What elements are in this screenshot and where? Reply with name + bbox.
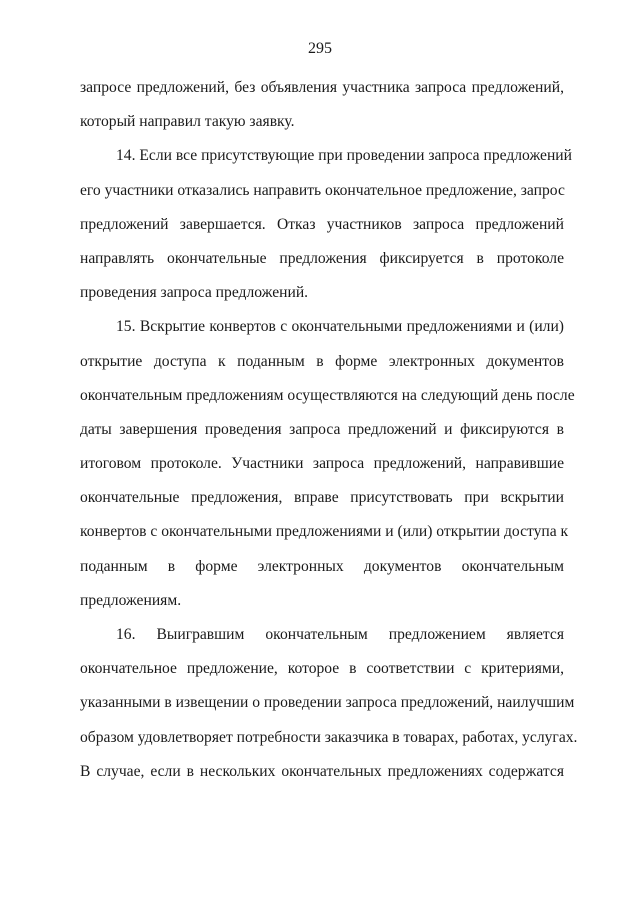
text-line: 15. Вскрытие конвертов с окончательными предложениями и (или) — [116, 318, 564, 336]
page-number: 295 — [308, 40, 332, 57]
text-line: который направил такую заявку. — [80, 113, 295, 131]
text-line: окончательное предложение, которое в соответствии с критериями, — [80, 660, 564, 678]
text-line: открытие доступа к поданным в форме электронных документов — [80, 352, 564, 370]
text-line: предложений завершается. Отказ участников запроса предложений — [80, 215, 564, 233]
text-line: 14. Если все присутствующие при проведении запроса предложений — [116, 147, 572, 165]
text-line: предложениям. — [80, 591, 182, 609]
text-line: направлять окончательные предложения фиксируется в протоколе — [80, 249, 564, 267]
text-line: окончательным предложениям осуществляются на следующий день после — [80, 386, 575, 404]
text-line: окончательные предложения, вправе присутствовать при вскрытии — [80, 489, 564, 507]
text-line: запросе предложений, без объявления участника запроса предложений, — [80, 79, 564, 96]
document-body — [80, 73, 578, 791]
text-line: конвертов с окончательными предложениями и (или) открытии доступа к — [80, 523, 569, 541]
text-line: указанными в извещении о проведении запроса предложений, наилучшим — [80, 694, 575, 712]
text-line: поданным в форме электронных документов окончательным — [80, 557, 564, 575]
text-line: 16. Выигравшим окончательным предложением является — [116, 626, 564, 643]
text-line: образом удовлетворяет потребности заказчика в товарах, работах, услугах. — [80, 728, 578, 746]
text-line: его участники отказались направить окончательное предложение, запрос — [80, 181, 565, 199]
text-line: проведения запроса предложений. — [80, 284, 309, 302]
text-line: итоговом протоколе. Участники запроса предложений, направившие — [80, 455, 564, 473]
text-line: даты завершения проведения запроса предложений и фиксируются в — [80, 420, 564, 438]
text-line: В случае, если в нескольких окончательных предложениях содержатся — [80, 762, 564, 780]
